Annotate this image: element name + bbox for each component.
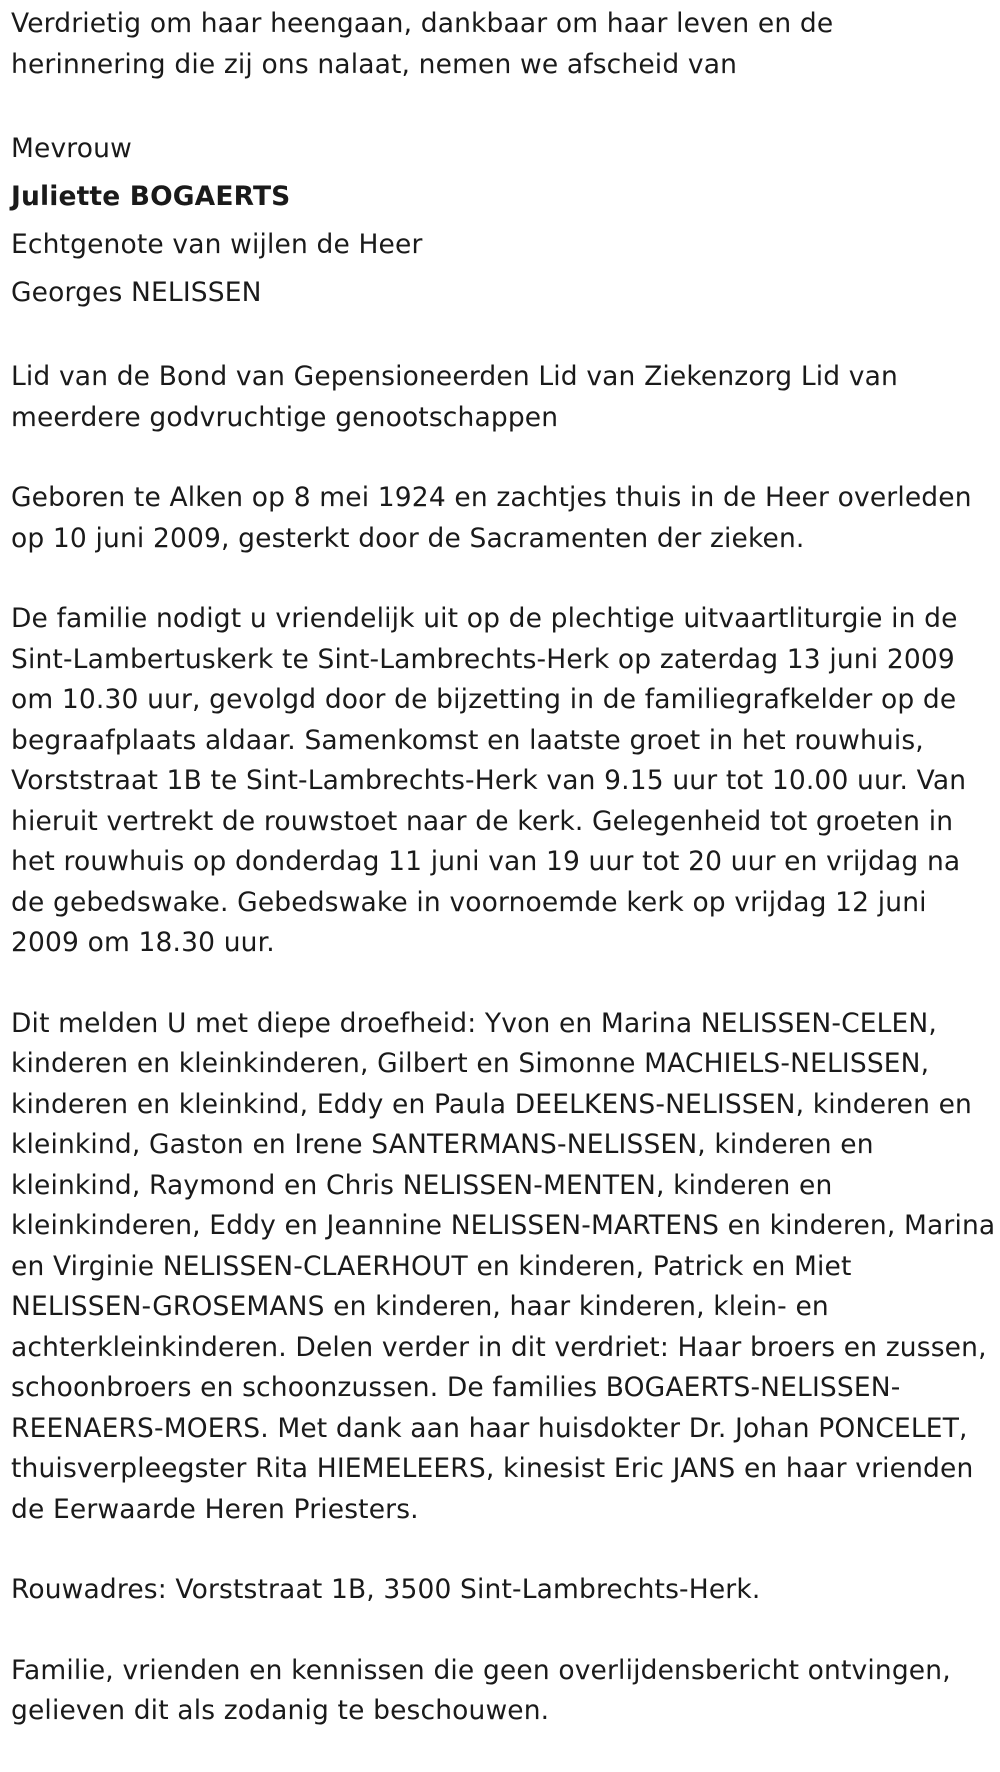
- birth-death-paragraph: Geboren te Alken op 8 mei 1924 en zachtjes thuis in de Heer overleden op 10 juni 2009, gesterkt door de Sacramenten der zieken.: [11, 482, 972, 554]
- deceased-name: Juliette BOGAERTS: [11, 181, 291, 212]
- spouse-line-1: Echtgenote van wijlen de Heer: [11, 229, 423, 260]
- spouse-line-2: Georges NELISSEN: [11, 277, 262, 308]
- deceased-heading: [11, 125, 996, 317]
- address-paragraph: Rouwadres: Vorststraat 1B, 3500 Sint-Lambrechts-Herk.: [11, 1574, 761, 1605]
- memberships-paragraph: Lid van de Bond van Gepensioneerden Lid van Ziekenzorg Lid van meerdere godvruchtige genootschappen: [11, 361, 898, 433]
- funeral-paragraph: De familie nodigt u vriendelijk uit op de plechtige uitvaartliturgie in de Sint-Lambertuskerk te Sint-Lambrechts-Herk op zaterdag 13 juni 2009 om 10.30 uur, gevolgd door de bijzetting in de familiegrafkelder op de begraafplaats aldaar. Samenkomst en laatste groet in het rouwhuis, Vorststraat 1B te Sint-Lambrechts-Herk van 9.15 uur tot 10.00 uur. Van hieruit vertrekt de rouwstoet naar de kerk. Gelegenheid tot groeten in het rouwhuis op donderdag 11 juni van 19 uur tot 20 uur en vrijdag na de gebedswake. Gebedswake in voornoemde kerk op vrijdag 12 juni 2009 om 18.30 uur.: [11, 603, 967, 958]
- honorific: Mevrouw: [11, 133, 132, 164]
- death-notice: [11, 4, 996, 1772]
- closing-paragraph: Familie, vrienden en kennissen die geen overlijdensbericht ontvingen, gelieven dit als zodanig te beschouwen.: [11, 1654, 951, 1726]
- intro-paragraph: Verdrietig om haar heengaan, dankbaar om haar leven en de herinnering die zij ons nalaat, nemen we afscheid van: [11, 8, 834, 80]
- family-paragraph: Dit melden U met diepe droefheid: Yvon en Marina NELISSEN-CELEN, kinderen en kleinkinderen, Gilbert en Simonne MACHIELS-NELISSEN, kinderen en kleinkind, Eddy en Paula DEELKENS-NELISSEN, kinderen en kleinkind, Gaston en Irene SANTERMANS-NELISSEN, kinderen en kleinkind, Raymond en Chris NELISSEN-MENTEN, kinderen en kleinkinderen, Eddy en Jeannine NELISSEN-MARTENS en kinderen, Marina en Virginie NELISSEN-CLAERHOUT en kinderen, Patrick en Miet NELISSEN-GROSEMANS en kinderen, haar kinderen, klein- en achterkleinkinderen. Delen verder in dit verdriet: Haar broers en zussen, schoonbroers en schoonzussen. De families BOGAERTS-NELISSEN-REENAERS-MOERS. Met dank aan haar huisdokter Dr. Johan PONCELET, thuisverpleegster Rita HIEMELEERS, kinesist Eric JANS en haar vrienden de Eerwaarde Heren Priesters.: [11, 1007, 996, 1525]
